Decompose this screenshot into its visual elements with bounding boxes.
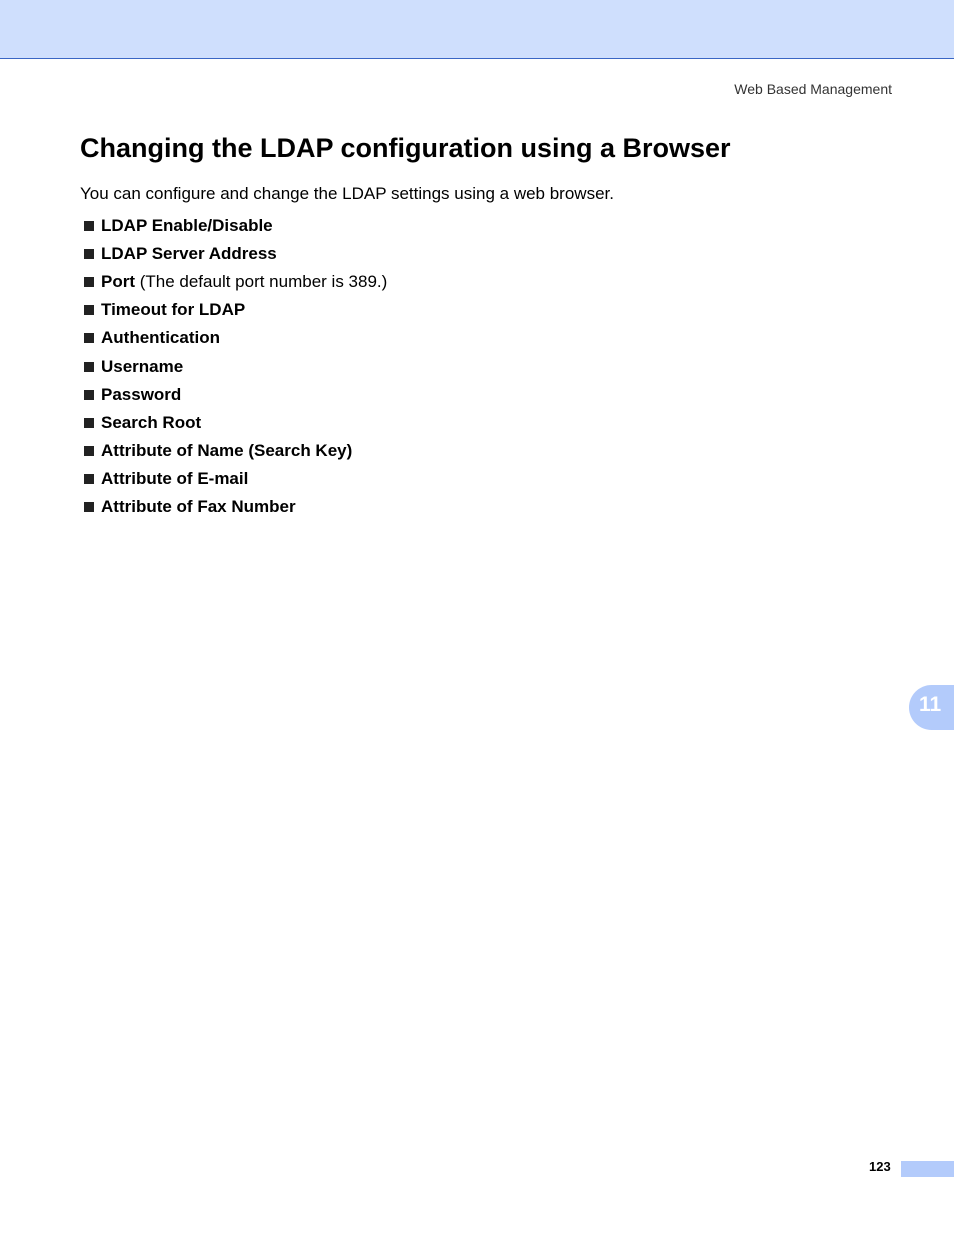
square-bullet-icon <box>84 305 94 315</box>
list-item <box>84 240 387 268</box>
item-note: (The default port number is 389.) <box>135 272 388 292</box>
square-bullet-icon <box>84 249 94 259</box>
list-item <box>84 493 387 521</box>
list-item <box>84 324 387 352</box>
item-label: LDAP Enable/Disable <box>101 216 273 236</box>
item-label: Attribute of E-mail <box>101 468 249 488</box>
list-item <box>84 465 387 493</box>
square-bullet-icon <box>84 418 94 428</box>
list-item <box>84 409 387 437</box>
footer-bar <box>901 1161 954 1177</box>
list-item <box>84 381 387 409</box>
item-label: Search Root <box>101 412 202 432</box>
list-item <box>84 352 387 380</box>
chapter-number: 11 <box>919 693 942 716</box>
item-label: Timeout for LDAP <box>101 300 246 320</box>
square-bullet-icon <box>84 221 94 231</box>
item-label: Attribute of Name (Search Key) <box>101 440 353 460</box>
item-label: Authentication <box>101 328 220 348</box>
item-label: Attribute of Fax Number <box>101 496 296 516</box>
settings-list <box>84 212 387 521</box>
item-label: Port <box>101 272 135 292</box>
page-title: Changing the LDAP configuration using a Browser <box>80 133 731 163</box>
square-bullet-icon <box>84 502 94 512</box>
header-band <box>0 0 954 59</box>
list-item <box>84 212 387 240</box>
list-item <box>84 437 387 465</box>
square-bullet-icon <box>84 277 94 287</box>
intro-paragraph: You can configure and change the LDAP settings using a web browser. <box>80 184 614 203</box>
square-bullet-icon <box>84 362 94 372</box>
item-label: LDAP Server Address <box>101 244 277 264</box>
square-bullet-icon <box>84 446 94 456</box>
list-item <box>84 268 387 296</box>
square-bullet-icon <box>84 390 94 400</box>
item-label: Password <box>101 384 182 404</box>
running-head: Web Based Management <box>734 81 892 97</box>
page-number: 123 <box>869 1159 891 1174</box>
square-bullet-icon <box>84 333 94 343</box>
list-item <box>84 296 387 324</box>
item-label: Username <box>101 356 184 376</box>
square-bullet-icon <box>84 474 94 484</box>
